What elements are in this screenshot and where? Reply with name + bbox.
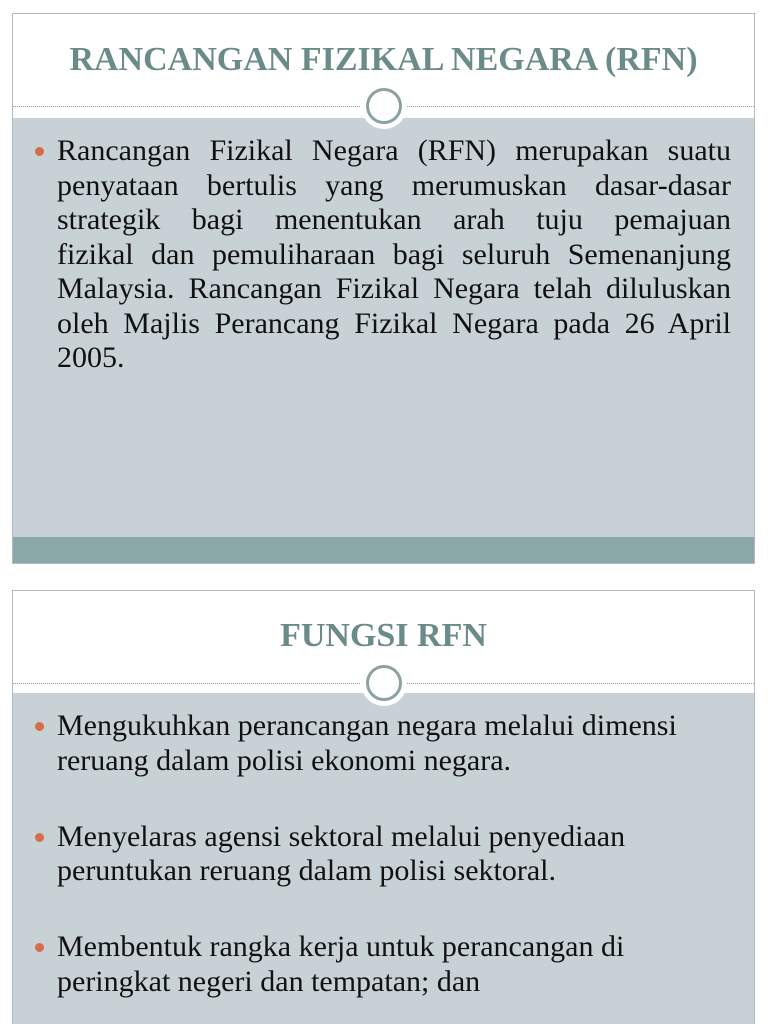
slide-body [13, 118, 754, 537]
bullet-text-line: Membentuk rangka kerja untuk perancangan di [57, 930, 625, 963]
slide-title: FUNGSI RFN [280, 617, 487, 654]
circle-ornament-icon [361, 83, 407, 129]
slide-rancangan-fizikal-negara [12, 13, 755, 564]
bullet-item [57, 709, 731, 778]
bullet-text-line: oleh Majlis Perancang Fizikal Negara pada 26 April [57, 306, 731, 340]
ring-icon [366, 665, 402, 701]
slide-fungsi-rfn [12, 590, 755, 1024]
bullet-dot-icon [35, 833, 44, 842]
bullet-text-line: 2005. [57, 341, 125, 374]
bullet-text-line: Rancangan Fizikal Negara (RFN) merupakan suatu [57, 134, 731, 167]
bullet-text-line: strategik bagi menentukan arah tuju pemajuan [57, 203, 731, 236]
bullet-item [57, 134, 731, 376]
bullet-item [57, 820, 731, 889]
bullet-text-line: peringkat negeri dan tempatan; dan [57, 964, 481, 998]
bullet-text-line: peruntukan reruang dalam polisi sektoral. [57, 854, 557, 887]
bullet-dot-icon [35, 943, 44, 952]
bullet-list [57, 709, 731, 999]
bullet-text-line: reruang dalam polisi ekonomi negara. [57, 743, 512, 777]
slide-footer-band [13, 537, 754, 563]
bullet-text-line: Mengukuhkan perancangan negara melalui dimensi [57, 709, 677, 742]
slide-body [13, 693, 754, 1024]
bullet-text-line: Menyelaras agensi sektoral melalui penyediaan [57, 819, 626, 853]
circle-ornament-icon [361, 660, 407, 706]
bullet-dot-icon [35, 722, 44, 731]
bullet-text-line: penyataan bertulis yang merumuskan dasar-dasar [57, 168, 731, 202]
ring-icon [366, 88, 402, 124]
bullet-text-line: fizikal dan pemuliharaan bagi seluruh Semenanjung [57, 237, 731, 271]
bullet-list [57, 134, 731, 376]
bullet-item [57, 930, 731, 999]
slide-title: RANCANGAN FIZIKAL NEGARA (RFN) [69, 41, 698, 78]
bullet-dot-icon [35, 147, 44, 156]
bullet-text-line: Malaysia. Rancangan Fizikal Negara telah diluluskan [57, 272, 731, 305]
